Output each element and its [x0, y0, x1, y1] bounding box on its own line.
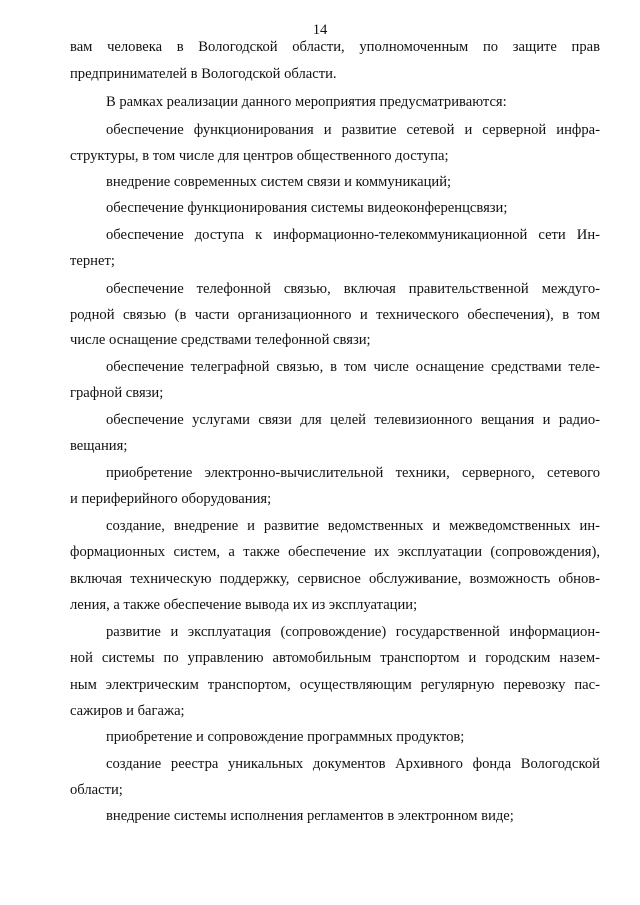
text-line: В рамках реализации данного мероприятия предусматриваются:	[106, 94, 507, 110]
text-line: родной связью (в части организационного и технического обеспечения), в том	[70, 307, 600, 323]
text-line: формационных систем, а также обеспечение их эксплуатации (сопровождения),	[70, 544, 600, 560]
text-line: обеспечение телеграфной связью, в том числе оснащение средствами теле-	[106, 359, 600, 375]
text-line: предпринимателей в Вологодской области.	[70, 66, 337, 82]
text-line: графной связи;	[70, 385, 164, 401]
page-number: 14	[312, 22, 328, 38]
text-line: ления, а также обеспечение вывода их из эксплуатации;	[70, 597, 418, 613]
text-line: приобретение и сопровождение программных продуктов;	[106, 729, 465, 745]
text-line: обеспечение телефонной связью, включая правительственной междуго-	[106, 281, 600, 297]
text-line: сажиров и багажа;	[70, 703, 185, 719]
text-line: обеспечение услугами связи для целей телевизионного вещания и радио-	[106, 412, 600, 428]
text-line: создание, внедрение и развитие ведомственных и межведомственных ин-	[106, 518, 600, 534]
text-line: области;	[70, 782, 123, 798]
text-line: включая техническую поддержку, сервисное обслуживание, возможность обнов-	[70, 571, 600, 587]
text-line: структуры, в том числе для центров общественного доступа;	[70, 148, 449, 164]
text-line: числе оснащение средствами телефонной связи;	[70, 332, 371, 348]
text-line: обеспечение функционирования и развитие сетевой и серверной инфра-	[106, 122, 600, 138]
text-line: ной системы по управлению автомобильным транспортом и городским назем-	[70, 650, 600, 666]
text-line: внедрение современных систем связи и коммуникаций;	[106, 174, 452, 190]
text-line: обеспечение доступа к информационно-телекоммуникационной сети Ин-	[106, 227, 600, 243]
text-line: обеспечение функционирования системы видеоконференцсвязи;	[106, 200, 508, 216]
text-line: вам человека в Вологодской области, уполномоченным по защите прав	[70, 39, 600, 55]
text-line: создание реестра уникальных документов Архивного фонда Вологодской	[106, 756, 600, 772]
text-line: ным электрическим транспортом, осуществляющим регулярную перевозку пас-	[70, 677, 600, 693]
text-line: приобретение электронно-вычислительной техники, серверного, сетевого	[106, 465, 600, 481]
text-line: и периферийного оборудования;	[70, 491, 272, 507]
text-line: внедрение системы исполнения регламентов в электронном виде;	[106, 808, 514, 824]
text-line: развитие и эксплуатация (сопровождение) государственной информацион-	[106, 624, 600, 640]
text-line: вещания;	[70, 438, 128, 454]
text-line: тернет;	[70, 253, 115, 269]
